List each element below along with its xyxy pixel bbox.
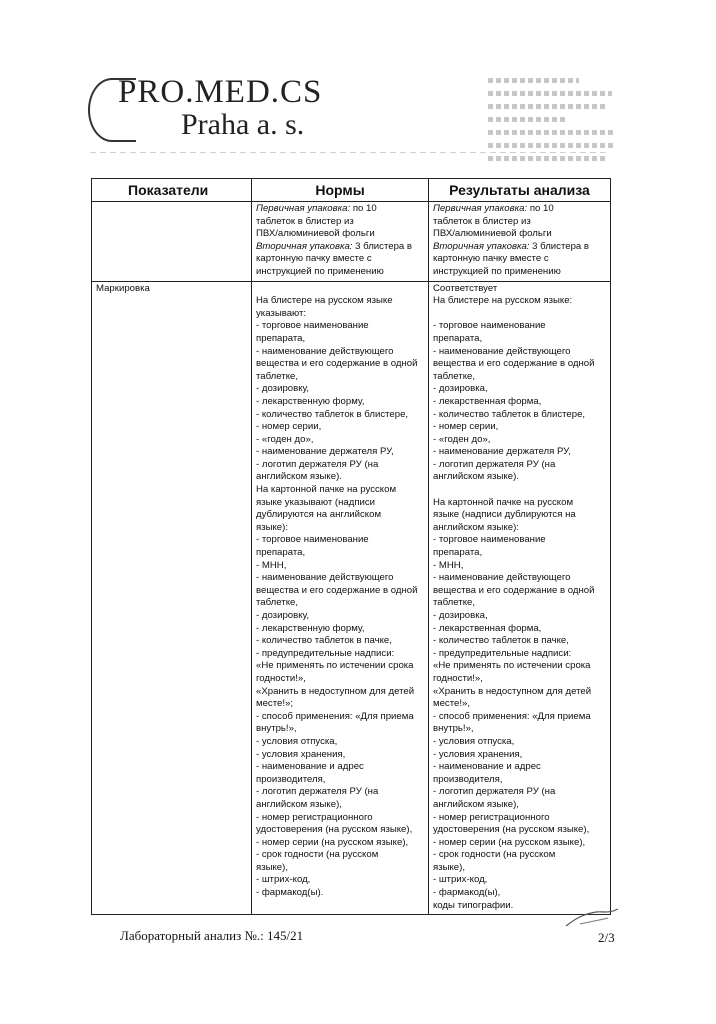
result-line: - торговое наименование — [433, 320, 546, 332]
col-header-indicators: Показатели — [92, 179, 252, 202]
result-line: - штрих-код, — [433, 874, 488, 886]
norm-line: На блистере на русском языке — [256, 295, 393, 307]
result-cell — [429, 202, 611, 282]
norm-line: вещества и его содержание в одной — [256, 358, 418, 370]
norm-line: удостоверения (на русском языке), — [256, 824, 413, 836]
norm-line: - наименование и адрес — [256, 761, 364, 773]
result-line: - способ применения: «Для приема — [433, 710, 591, 722]
col-header-norms: Нормы — [252, 179, 429, 202]
result-line: таблетке, — [433, 370, 476, 382]
norm-line: - предупредительные надписи: — [256, 647, 395, 659]
result-line: английском языке). — [433, 471, 519, 483]
result-line — [433, 484, 606, 497]
result-line: - дозировка, — [433, 383, 488, 395]
norm-line: - фармакод(ы). — [256, 887, 324, 899]
norm-line: «Не применять по истечении срока — [256, 660, 414, 672]
result-line: - условия отпуска, — [433, 735, 515, 747]
result-line: - количество таблеток в блистере, — [433, 408, 586, 420]
indicator-cell — [92, 281, 252, 915]
indicator-label: Маркировка — [96, 282, 150, 294]
norm-line: - дозировку, — [256, 383, 310, 395]
norm-line: указывают: — [256, 307, 307, 319]
result-line: - номер регистрационного — [433, 811, 550, 823]
result-line: препарата, — [433, 332, 483, 344]
norm-line: - количество таблеток в пачке, — [256, 635, 392, 647]
lab-analysis-number: Лабораторный анализ №.: 145/21 — [120, 928, 304, 943]
norm-line: препарата, — [256, 332, 306, 344]
table-row — [92, 281, 611, 915]
page-number: 2/3 — [598, 930, 615, 945]
result-line: коды типографии. — [433, 899, 514, 911]
indicator-label — [92, 202, 251, 205]
norm-line: - лекарственную форму, — [256, 622, 365, 634]
result-line: - дозировка, — [433, 610, 488, 621]
norm-line: - способ применения: «Для приема — [256, 710, 414, 722]
norm-line: - наименование действующего — [256, 572, 394, 584]
norm-line: - срок годности (на русском — [256, 849, 379, 861]
logo-line2: Praha a. s. — [181, 108, 305, 141]
result-line: препарата, — [433, 547, 483, 559]
result-line: На блистере на русском языке: — [433, 295, 573, 307]
result-line: - торговое наименование — [433, 534, 546, 546]
norm-line: - номер серии, — [256, 421, 322, 433]
norm-line: - штрих-код, — [256, 874, 311, 886]
result-line: - наименование действующего — [433, 572, 571, 584]
norm-line: картонную пачку вместе с — [256, 253, 372, 265]
norm-line: производителя, — [256, 773, 326, 785]
norm-line: инструкцией по применению — [256, 265, 384, 277]
norm-line: - торговое наименование — [256, 320, 369, 332]
norm-line: - номер регистрационного — [256, 811, 373, 823]
result-line: Соответствует — [433, 282, 498, 294]
result-line: вещества и его содержание в одной — [433, 358, 595, 370]
norm-line: На картонной пачке на русском — [256, 484, 397, 496]
result-line: Первичная упаковка: по 10 — [433, 203, 554, 214]
norm-line: - МНН, — [256, 559, 287, 571]
col-header-results: Результаты анализа — [429, 179, 611, 202]
norm-line: английском языке). — [256, 471, 342, 483]
norm-line: дублируются на английском — [256, 509, 382, 521]
norm-line: таблетке, — [256, 370, 299, 382]
result-line: картонную пачку вместе с — [433, 253, 549, 265]
result-line: - «годен до», — [433, 433, 491, 445]
norm-line: Вторичная упаковка: 3 блистера в — [256, 240, 413, 252]
norm-line: языке указывают (надписи — [256, 496, 376, 508]
norm-line: - лекарственную форму, — [256, 395, 365, 407]
norm-line: «Хранить в недоступном для детей — [256, 685, 415, 697]
norm-line — [256, 283, 424, 296]
norm-line: - наименование действующего — [256, 345, 394, 357]
norm-line: внутрь!», — [256, 723, 297, 735]
norm-line: - торговое наименование — [256, 534, 369, 546]
result-line: инструкцией по применению — [433, 265, 561, 277]
result-line: - срок годности (на русском — [433, 849, 556, 861]
result-line — [433, 308, 606, 321]
norm-line: - «годен до», — [256, 433, 314, 445]
norm-line: Первичная упаковка: по 10 — [256, 203, 377, 214]
table-row — [92, 202, 611, 282]
result-line: На картонной пачке на русском — [433, 496, 574, 508]
table-header-row — [92, 179, 611, 202]
result-line: таблетке, — [433, 597, 476, 609]
norm-line: английском языке), — [256, 798, 342, 810]
result-line: - лекарственная форма, — [433, 622, 542, 634]
result-line: - количество таблеток в пачке, — [433, 635, 569, 647]
result-line: - наименование держателя РУ, — [433, 446, 571, 458]
norm-line: годности!», — [256, 672, 306, 684]
company-logo — [88, 70, 328, 150]
result-line: - номер серии, — [433, 421, 499, 433]
result-line: удостоверения (на русском языке), — [433, 824, 590, 836]
result-line: - условия хранения, — [433, 748, 523, 760]
result-line: Вторичная упаковка: 3 блистера в — [433, 240, 590, 252]
result-line: - наименование действующего — [433, 345, 571, 357]
norm-line: препарата, — [256, 547, 306, 559]
result-line: ПВХ/алюминиевой фольги — [433, 228, 552, 240]
result-line: вещества и его содержание в одной — [433, 584, 595, 596]
result-line: «Не применять по истечении срока — [433, 660, 591, 672]
norm-line: месте!»; — [256, 698, 294, 710]
result-line: - логотип держателя РУ (на — [433, 458, 556, 470]
result-cell — [429, 281, 611, 915]
norm-line: языке), — [256, 861, 288, 873]
result-line: - фармакод(ы), — [433, 887, 501, 899]
result-line: производителя, — [433, 773, 503, 785]
result-line: месте!», — [433, 698, 471, 710]
result-line: - наименование и адрес — [433, 761, 541, 773]
norm-line: вещества и его содержание в одной — [256, 584, 418, 596]
company-address-block — [488, 78, 618, 169]
norm-cell — [252, 281, 429, 915]
norm-line: - логотип держателя РУ (на — [256, 458, 379, 470]
result-line: языке (надписи дублируются на — [433, 509, 576, 521]
norm-line: - количество таблеток в блистере, — [256, 408, 409, 420]
norm-cell — [252, 202, 429, 282]
result-line: языке), — [433, 861, 465, 873]
norm-line: языке): — [256, 521, 288, 533]
result-line: «Хранить в недоступном для детей — [433, 685, 592, 697]
norm-line: таблетке, — [256, 597, 299, 609]
result-line: - предупредительные надписи: — [433, 647, 572, 659]
norm-line: ПВХ/алюминиевой фольги — [256, 228, 375, 240]
signature-icon — [562, 906, 622, 930]
norm-line: - дозировку, — [256, 610, 310, 621]
norm-line: - условия отпуска, — [256, 735, 338, 747]
norm-line: - наименование держателя РУ, — [256, 446, 394, 458]
header-divider — [90, 152, 610, 153]
norm-line: - номер серии (на русском языке), — [256, 836, 409, 848]
norm-line: - логотип держателя РУ (на — [256, 786, 379, 798]
result-line: - логотип держателя РУ (на — [433, 786, 556, 798]
result-line: - МНН, — [433, 559, 464, 571]
result-line: таблеток в блистер из — [433, 215, 531, 227]
analysis-table — [91, 178, 611, 915]
indicator-cell — [92, 202, 252, 282]
result-line: - номер серии (на русском языке), — [433, 836, 586, 848]
result-line: годности!», — [433, 672, 483, 684]
norm-line: таблеток в блистер из — [256, 215, 354, 227]
result-line: - лекарственная форма, — [433, 395, 542, 407]
result-line: английском языке), — [433, 798, 519, 810]
result-line: английском языке): — [433, 521, 519, 533]
logo-line1: PRO.MED.CS — [118, 74, 323, 110]
norm-line: - условия хранения, — [256, 748, 346, 760]
result-line: внутрь!», — [433, 723, 474, 735]
